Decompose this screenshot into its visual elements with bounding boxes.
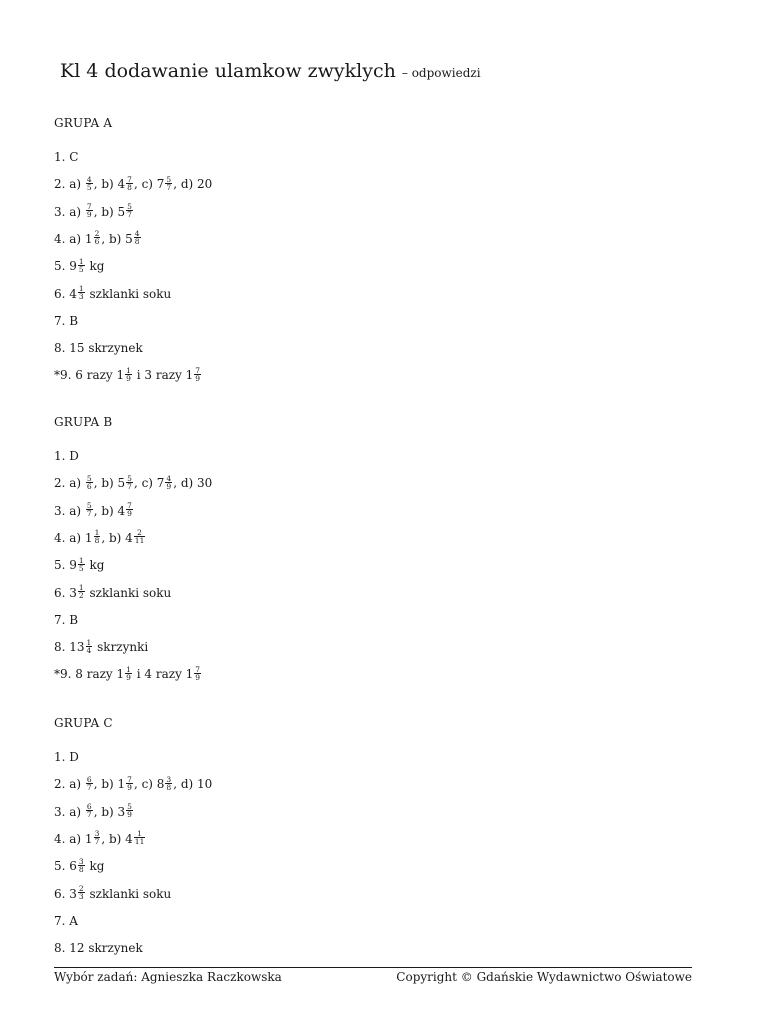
fraction bbox=[194, 666, 201, 681]
fraction-numerator: 4 bbox=[166, 473, 172, 483]
group-heading: GRUPA A bbox=[54, 116, 113, 130]
fraction-numerator: 1 bbox=[78, 256, 84, 266]
fraction bbox=[126, 475, 133, 490]
answer-line bbox=[54, 284, 171, 304]
fraction-denominator: 5 bbox=[78, 563, 84, 573]
fraction-denominator: 2 bbox=[78, 591, 84, 600]
fraction bbox=[86, 776, 93, 791]
answer-text: *9. 8 razy 1 bbox=[54, 667, 125, 682]
fraction bbox=[165, 776, 172, 791]
answer-text: , c) 7 bbox=[133, 177, 165, 192]
fraction-numerator: 1 bbox=[94, 528, 100, 538]
fraction-denominator: 9 bbox=[127, 810, 132, 820]
answer-text: , d) 30 bbox=[173, 476, 213, 491]
fraction-denominator: 9 bbox=[195, 672, 201, 682]
fraction bbox=[194, 367, 201, 382]
title-main: Kl 4 dodawanie ulamkow zwyklych bbox=[60, 60, 396, 82]
fraction-denominator: 9 bbox=[195, 373, 201, 383]
fraction bbox=[78, 258, 85, 273]
answer-line bbox=[54, 365, 202, 385]
answer-line bbox=[54, 229, 142, 249]
fraction bbox=[125, 367, 132, 382]
answer-line bbox=[54, 202, 134, 222]
fraction bbox=[78, 285, 85, 300]
answer-line bbox=[54, 802, 134, 822]
fraction-denominator: 3 bbox=[78, 292, 84, 301]
answer-text: , b) 4 bbox=[101, 831, 133, 846]
answer-text: 1. C bbox=[54, 150, 79, 164]
fraction-denominator: 11 bbox=[134, 536, 145, 546]
fraction bbox=[86, 502, 93, 517]
fraction bbox=[78, 885, 85, 900]
answer-text: i 4 razy 1 bbox=[132, 667, 194, 682]
answer-line bbox=[54, 147, 78, 167]
fraction-numerator: 5 bbox=[86, 501, 92, 511]
fraction-numerator: 5 bbox=[86, 473, 92, 483]
answer-line bbox=[54, 774, 212, 794]
answer-text: 5. 9 bbox=[54, 558, 77, 573]
answer-text: 7. B bbox=[54, 612, 79, 627]
fraction-numerator: 7 bbox=[127, 174, 132, 184]
fraction-numerator: 6 bbox=[86, 802, 92, 812]
answer-text: 4. a) 1 bbox=[54, 231, 93, 246]
fraction-denominator: 3 bbox=[78, 892, 84, 901]
fraction-numerator: 5 bbox=[166, 174, 172, 184]
fraction bbox=[134, 529, 146, 544]
fraction bbox=[126, 203, 133, 218]
answer-text: , c) 8 bbox=[133, 777, 165, 792]
fraction bbox=[78, 584, 85, 599]
fraction-numerator: 7 bbox=[195, 664, 201, 674]
answer-text: 2. a) bbox=[54, 177, 85, 192]
fraction-denominator: 9 bbox=[127, 509, 132, 519]
fraction-numerator: 1 bbox=[137, 829, 142, 839]
footer-divider bbox=[54, 967, 692, 968]
fraction-numerator: 5 bbox=[127, 473, 132, 483]
answer-line bbox=[54, 829, 146, 849]
answer-line bbox=[54, 583, 171, 603]
fraction-denominator: 11 bbox=[134, 837, 145, 847]
answer-line bbox=[54, 174, 212, 194]
fraction-denominator: 5 bbox=[86, 182, 92, 192]
fraction-denominator: 8 bbox=[166, 782, 172, 792]
fraction-denominator: 9 bbox=[166, 481, 172, 491]
footer-copyright: Copyright © Gdańskie Wydawnictwo Oświatowe bbox=[396, 970, 692, 984]
answer-line bbox=[54, 747, 79, 767]
fraction-numerator: 1 bbox=[78, 555, 84, 565]
fraction-numerator: 5 bbox=[127, 202, 132, 212]
fraction bbox=[126, 776, 133, 791]
footer-author: Wybór zadań: Agnieszka Raczkowska bbox=[54, 970, 282, 984]
fraction-denominator: 8 bbox=[134, 237, 140, 247]
answer-line bbox=[54, 256, 104, 276]
answer-line bbox=[54, 884, 171, 904]
answer-text: 3. a) bbox=[54, 204, 85, 219]
fraction-denominator: 9 bbox=[127, 782, 132, 792]
fraction-numerator: 1 bbox=[78, 284, 84, 293]
group-heading: GRUPA B bbox=[54, 415, 113, 429]
fraction-numerator: 3 bbox=[78, 856, 84, 866]
fraction-denominator: 7 bbox=[166, 182, 172, 192]
fraction-numerator: 7 bbox=[127, 774, 132, 784]
answer-text: 1. D bbox=[54, 449, 79, 463]
fraction-denominator: 8 bbox=[127, 182, 132, 192]
answer-text: , b) 4 bbox=[101, 530, 133, 545]
fraction bbox=[165, 475, 172, 490]
answer-text: skrzynki bbox=[93, 640, 149, 655]
answer-text: , d) 10 bbox=[173, 777, 213, 792]
answer-text: , b) 4 bbox=[93, 177, 126, 192]
fraction-numerator: 4 bbox=[134, 229, 140, 239]
answer-text: 4. a) 1 bbox=[54, 831, 93, 846]
fraction-numerator: 7 bbox=[127, 501, 132, 511]
answer-text: 8. 12 skrzynek bbox=[54, 941, 143, 956]
answer-text: 7. A bbox=[54, 913, 78, 928]
answer-line bbox=[54, 610, 78, 630]
answer-text: i 3 razy 1 bbox=[132, 368, 194, 383]
fraction-numerator: 5 bbox=[127, 802, 132, 812]
answer-line bbox=[54, 856, 104, 876]
fraction bbox=[126, 502, 133, 517]
fraction bbox=[86, 803, 93, 818]
answer-text: , b) 5 bbox=[101, 231, 133, 246]
fraction bbox=[78, 557, 85, 572]
fraction-numerator: 1 bbox=[78, 583, 84, 592]
answer-text: , b) 3 bbox=[93, 804, 126, 819]
answer-text: , c) 7 bbox=[133, 476, 165, 491]
fraction-numerator: 3 bbox=[94, 829, 100, 839]
answer-text: szklanki soku bbox=[85, 286, 172, 301]
answer-text: 2. a) bbox=[54, 476, 85, 491]
answer-line bbox=[54, 637, 148, 657]
fraction bbox=[86, 475, 93, 490]
fraction-numerator: 7 bbox=[86, 202, 92, 212]
fraction-numerator: 4 bbox=[86, 174, 92, 184]
answer-text: , b) 1 bbox=[93, 777, 126, 792]
fraction-numerator: 2 bbox=[137, 528, 142, 538]
answer-text: 4. a) 1 bbox=[54, 530, 93, 545]
fraction bbox=[125, 666, 132, 681]
answer-text: 8. 13 bbox=[54, 640, 85, 655]
fraction bbox=[94, 529, 101, 544]
answer-text: , b) 5 bbox=[93, 204, 126, 219]
fraction bbox=[134, 230, 141, 245]
answer-text: *9. 6 razy 1 bbox=[54, 368, 125, 383]
fraction-denominator: 8 bbox=[94, 536, 100, 546]
fraction bbox=[134, 830, 146, 845]
fraction-numerator: 7 bbox=[195, 365, 201, 375]
answer-line bbox=[54, 501, 134, 521]
answer-text: 8. 15 skrzynek bbox=[54, 341, 143, 356]
answer-text: 6. 3 bbox=[54, 886, 77, 901]
page-title bbox=[60, 60, 481, 82]
fraction-denominator: 4 bbox=[86, 645, 92, 655]
answer-text: 6. 3 bbox=[54, 585, 77, 600]
answer-text: , b) 4 bbox=[93, 503, 126, 518]
fraction-numerator: 2 bbox=[94, 229, 100, 239]
fraction-numerator: 2 bbox=[78, 884, 84, 893]
fraction-denominator: 8 bbox=[78, 864, 84, 874]
fraction bbox=[86, 639, 93, 654]
answer-line bbox=[54, 938, 143, 958]
fraction-numerator: 6 bbox=[86, 774, 92, 784]
answer-text: szklanki soku bbox=[85, 886, 172, 901]
fraction-denominator: 7 bbox=[127, 210, 132, 220]
answer-line bbox=[54, 664, 202, 684]
answer-line bbox=[54, 311, 78, 331]
fraction bbox=[86, 203, 93, 218]
answer-line bbox=[54, 338, 143, 358]
fraction-denominator: 7 bbox=[86, 810, 92, 820]
fraction bbox=[126, 803, 133, 818]
fraction-numerator: 1 bbox=[126, 664, 131, 674]
answer-text: kg bbox=[85, 859, 105, 874]
answer-text: , d) 20 bbox=[173, 177, 213, 192]
fraction-numerator: 1 bbox=[86, 637, 92, 647]
fraction bbox=[78, 858, 85, 873]
answer-text: 7. B bbox=[54, 313, 79, 328]
fraction-denominator: 6 bbox=[94, 237, 100, 247]
fraction bbox=[86, 176, 93, 191]
fraction bbox=[94, 230, 101, 245]
answer-line bbox=[54, 555, 104, 575]
fraction bbox=[165, 176, 172, 191]
answer-text: 1. D bbox=[54, 750, 79, 764]
answer-text: 5. 9 bbox=[54, 259, 77, 274]
answer-text: 3. a) bbox=[54, 503, 85, 518]
group-heading: GRUPA C bbox=[54, 716, 113, 730]
fraction-denominator: 5 bbox=[78, 264, 84, 274]
answer-text: 6. 4 bbox=[54, 286, 77, 301]
fraction-numerator: 3 bbox=[166, 774, 172, 784]
fraction-denominator: 9 bbox=[126, 373, 131, 383]
answer-line bbox=[54, 446, 79, 466]
answer-line bbox=[54, 911, 78, 931]
answer-line bbox=[54, 528, 146, 548]
answer-text: szklanki soku bbox=[85, 585, 172, 600]
fraction bbox=[126, 176, 133, 191]
fraction-numerator: 1 bbox=[126, 365, 131, 375]
answer-text: kg bbox=[85, 259, 105, 274]
title-subtitle: – odpowiedzi bbox=[401, 66, 481, 80]
answer-text: kg bbox=[85, 558, 105, 573]
answer-text: 3. a) bbox=[54, 804, 85, 819]
fraction bbox=[94, 830, 101, 845]
fraction-denominator: 9 bbox=[86, 210, 92, 220]
answer-text: 5. 6 bbox=[54, 859, 77, 874]
fraction-denominator: 9 bbox=[126, 672, 131, 682]
fraction-denominator: 6 bbox=[86, 481, 92, 491]
fraction-denominator: 7 bbox=[127, 481, 132, 491]
fraction-denominator: 7 bbox=[94, 837, 100, 847]
fraction-denominator: 7 bbox=[86, 782, 92, 792]
answer-text: , b) 5 bbox=[93, 476, 126, 491]
fraction-denominator: 7 bbox=[86, 509, 92, 519]
answer-line bbox=[54, 473, 212, 493]
answer-text: 2. a) bbox=[54, 777, 85, 792]
